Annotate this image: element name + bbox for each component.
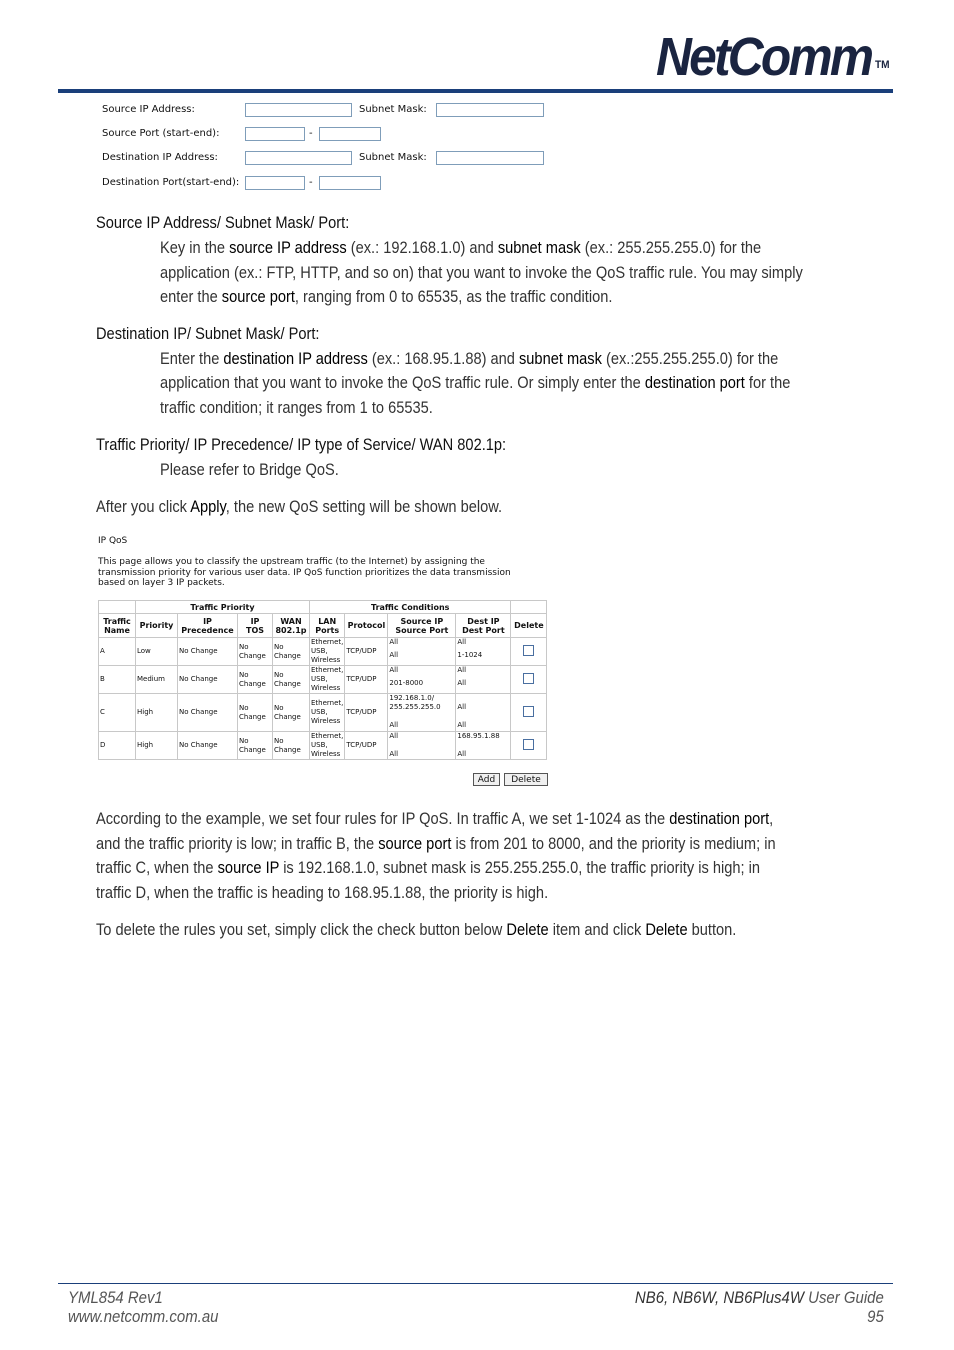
footer-rule	[58, 1283, 893, 1284]
header-traffic-priority: Traffic Priority	[136, 601, 310, 614]
cell-lan-ports: Ethernet, USB, Wireless	[311, 638, 344, 664]
cell-dest: All 1-1024	[456, 638, 511, 666]
table-row	[99, 732, 547, 760]
dest-port-label: Destination Port(start-end):	[102, 177, 240, 188]
table-header-blank	[511, 601, 547, 614]
cell-precedence: No Change	[178, 694, 238, 732]
section-heading-destination: Destination IP/ Subnet Mask/ Port:	[96, 324, 320, 343]
cell-lan-ports: Ethernet, USB, Wireless	[311, 732, 344, 758]
paragraph-line: To delete the rules you set, simply click the check button below Delete item and click Delete button.	[96, 920, 737, 939]
source-port-start-input[interactable]	[245, 127, 305, 141]
doc-id: YML854 Rev1	[68, 1288, 163, 1307]
cell-delete	[511, 638, 547, 666]
cell-dest: All All	[456, 694, 511, 732]
source-subnet-label: Subnet Mask:	[359, 104, 427, 115]
cell-source: All All	[388, 732, 456, 760]
cell-precedence: No Change	[178, 732, 238, 760]
delete-button[interactable]: Delete	[504, 773, 548, 786]
paragraph-line: traffic D, when the traffic is heading to 168.95.1.88, the priority is high.	[96, 883, 549, 902]
header-traffic-name: Traffic Name	[99, 614, 136, 638]
cell-precedence: No Change	[178, 638, 238, 666]
header-lan-ports: LAN Ports	[310, 614, 345, 638]
cell-lan-ports: Ethernet, USB, Wireless	[310, 694, 345, 732]
cell-wan: No Change	[273, 694, 310, 732]
header-rule	[58, 89, 893, 93]
dash-separator: -	[309, 128, 313, 139]
add-button[interactable]: Add	[473, 773, 500, 786]
paragraph-line: Key in the source IP address (ex.: 192.168.1.0) and subnet mask (ex.: 255.255.255.0) for the	[160, 238, 762, 257]
delete-checkbox[interactable]	[523, 739, 534, 750]
cell-wan: No Change	[273, 638, 310, 666]
cell-priority: Medium	[136, 666, 178, 694]
paragraph-line: application (ex.: FTP, HTTP, and so on) that you want to invoke the QoS traffic rule. You may simply	[160, 263, 803, 282]
table-row	[99, 694, 547, 732]
cell-dest: All All	[456, 666, 511, 694]
cell-traffic-name: D	[99, 732, 136, 760]
paragraph-line: traffic C, when the source IP is 192.168.1.0, subnet mask is 255.255.255.0, the traffic priority is high; in	[96, 858, 760, 877]
cell-tos: No Change	[238, 666, 273, 694]
cell-dest: 168.95.1.88 All	[456, 732, 511, 760]
cell-priority: High	[136, 732, 178, 760]
source-subnet-input[interactable]	[436, 103, 544, 117]
cell-delete	[511, 666, 547, 694]
table-header-blank	[99, 601, 136, 614]
source-port-label: Source Port (start-end):	[102, 128, 220, 139]
header-source: Source IP Source Port	[388, 614, 456, 638]
dest-ip-label: Destination IP Address:	[102, 152, 218, 163]
cell-delete	[511, 694, 547, 732]
paragraph-line: and the traffic priority is low; in traffic B, the source port is from 201 to 8000, and the priority is medium; in	[96, 834, 776, 853]
cell-precedence: No Change	[178, 666, 238, 694]
cell-tos: No Change	[238, 638, 273, 666]
paragraph-line: After you click Apply, the new QoS setting will be shown below.	[96, 497, 503, 516]
source-ip-input[interactable]	[245, 103, 352, 117]
header-dest: Dest IP Dest Port	[456, 614, 511, 638]
guide-title: NB6, NB6W, NB6Plus4W User Guide	[635, 1288, 884, 1307]
paragraph-line: Please refer to Bridge QoS.	[160, 460, 339, 479]
cell-traffic-name: A	[99, 638, 136, 666]
ip-qos-description: This page allows you to classify the upstream traffic (to the Internet) by assigning the transmission priority for various user data. IP QoS function prioritizes the data transmission based on layer 3 IP packets.	[98, 557, 511, 588]
section-heading-priority: Traffic Priority/ IP Precedence/ IP type of Service/ WAN 802.1p:	[96, 435, 507, 454]
header-priority: Priority	[136, 614, 178, 638]
netcomm-logo: NetComm ™	[656, 27, 890, 87]
cell-traffic-name: B	[99, 666, 136, 694]
dest-ip-input[interactable]	[245, 151, 352, 165]
dest-subnet-label: Subnet Mask:	[359, 152, 427, 163]
dest-port-end-input[interactable]	[319, 176, 381, 190]
page-number: 95	[867, 1307, 884, 1326]
cell-protocol: TCP/UDP	[345, 732, 388, 760]
paragraph-line: traffic condition; it ranges from 1 to 65535.	[160, 398, 433, 417]
ip-qos-table	[98, 600, 547, 760]
ip-qos-title: IP QoS	[98, 536, 128, 546]
footer-left	[68, 1288, 218, 1326]
cell-priority: Low	[136, 638, 178, 666]
cell-source: 192.168.1.0/ 255.255.255.0 All	[388, 694, 456, 732]
source-port-end-input[interactable]	[319, 127, 381, 141]
header-ip-precedence: IP Precedence	[178, 614, 238, 638]
cell-source: All All	[388, 638, 456, 666]
header-wan-8021p: WAN 802.1p	[273, 614, 310, 638]
header-protocol: Protocol	[345, 614, 388, 638]
delete-checkbox[interactable]	[523, 673, 534, 684]
delete-checkbox[interactable]	[523, 645, 534, 656]
paragraph-line: According to the example, we set four rules for IP QoS. In traffic A, we set 1-1024 as the destination port,	[96, 809, 774, 828]
dash-separator: -	[309, 177, 313, 188]
delete-checkbox[interactable]	[523, 706, 534, 717]
paragraph-line: application that you want to invoke the QoS traffic rule. Or simply enter the destination port for the	[160, 373, 791, 392]
header-delete: Delete	[511, 614, 547, 638]
dest-subnet-input[interactable]	[436, 151, 544, 165]
cell-protocol: TCP/UDP	[345, 638, 388, 666]
paragraph-line: enter the source port, ranging from 0 to 65535, as the traffic condition.	[160, 287, 613, 306]
cell-wan: No Change	[273, 666, 310, 694]
cell-lan-ports: Ethernet, USB, Wireless	[311, 666, 344, 692]
cell-source: All 201-8000	[388, 666, 456, 694]
cell-tos: No Change	[238, 732, 273, 760]
header-traffic-conditions: Traffic Conditions	[310, 601, 511, 614]
cell-traffic-name: C	[99, 694, 136, 732]
dest-port-start-input[interactable]	[245, 176, 305, 190]
cell-delete	[511, 732, 547, 760]
section-heading-source: Source IP Address/ Subnet Mask/ Port:	[96, 213, 350, 232]
header-ip-tos: IP TOS	[238, 614, 273, 638]
cell-priority: High	[136, 694, 178, 732]
paragraph-line: Enter the destination IP address (ex.: 168.95.1.88) and subnet mask (ex.:255.255.255.0) for the	[160, 349, 779, 368]
website-link[interactable]: www.netcomm.com.au	[68, 1307, 219, 1326]
footer-right	[635, 1288, 884, 1326]
source-ip-label: Source IP Address:	[102, 104, 195, 115]
cell-wan: No Change	[273, 732, 310, 760]
cell-tos: No Change	[238, 694, 273, 732]
table-row	[99, 666, 547, 694]
cell-protocol: TCP/UDP	[345, 694, 388, 732]
cell-protocol: TCP/UDP	[345, 666, 388, 694]
table-row	[99, 638, 547, 666]
